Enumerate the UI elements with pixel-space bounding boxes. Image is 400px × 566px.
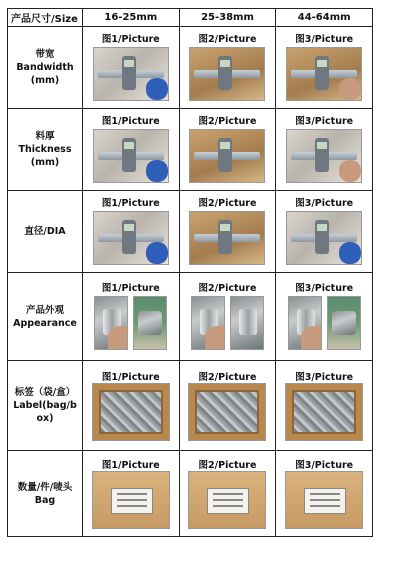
picture-cell <box>276 27 373 109</box>
picture-cell <box>83 451 180 537</box>
row-bandwidth <box>8 27 373 109</box>
row-appearance <box>8 273 373 361</box>
picture-cell <box>179 273 276 361</box>
label-en-cont: ox) <box>36 413 54 424</box>
picture-cell <box>276 451 373 537</box>
box-photo <box>188 383 266 441</box>
bag-photo <box>188 471 266 529</box>
row-label-box <box>8 361 373 451</box>
picture-cell <box>83 109 180 191</box>
label-en: Thickness <box>18 144 72 155</box>
spec-table <box>7 8 373 537</box>
header-size-1: 16-25mm <box>83 9 180 27</box>
picture-cell <box>276 109 373 191</box>
picture-caption: 图2/Picture <box>198 34 257 45</box>
row-label <box>8 451 83 537</box>
picture-caption: 图1/Picture <box>101 372 160 383</box>
row-label <box>8 191 83 273</box>
caliper-photo <box>286 129 362 183</box>
label-unit: (mm) <box>30 157 60 168</box>
picture-caption: 图3/Picture <box>295 372 354 383</box>
picture-caption: 图2/Picture <box>198 460 257 471</box>
label-en: Bandwidth <box>16 62 74 73</box>
picture-cell <box>276 273 373 361</box>
clamp-photo <box>94 296 128 350</box>
picture-caption: 图1/Picture <box>101 283 160 294</box>
picture-cell <box>83 273 180 361</box>
row-label <box>8 361 83 451</box>
row-label <box>8 109 83 191</box>
bag-photo <box>92 471 170 529</box>
picture-cell <box>179 109 276 191</box>
picture-caption: 图3/Picture <box>295 34 354 45</box>
bag-photo <box>285 471 363 529</box>
clamp-photo <box>133 296 167 350</box>
label-cn: 数量/件/唛头 <box>17 481 73 493</box>
label-cn: 标签（袋/盒） <box>14 387 76 398</box>
caliper-photo <box>93 211 169 265</box>
label-cn: 料厚 <box>35 131 55 142</box>
header-size-3: 44-64mm <box>276 9 373 27</box>
picture-caption: 图3/Picture <box>295 460 354 471</box>
caliper-photo <box>286 211 362 265</box>
picture-caption: 图3/Picture <box>295 116 354 127</box>
caliper-photo <box>286 47 362 101</box>
picture-caption: 图1/Picture <box>101 34 160 45</box>
picture-caption: 图3/Picture <box>295 198 354 209</box>
label-unit: (mm) <box>30 75 60 86</box>
box-photo <box>92 383 170 441</box>
picture-cell <box>276 191 373 273</box>
picture-cell <box>179 451 276 537</box>
row-label <box>8 27 83 109</box>
row-bag <box>8 451 373 537</box>
picture-caption: 图1/Picture <box>101 116 160 127</box>
caliper-photo <box>189 129 265 183</box>
row-diameter <box>8 191 373 273</box>
caliper-photo <box>189 47 265 101</box>
caliper-photo <box>93 129 169 183</box>
picture-caption: 图1/Picture <box>101 460 160 471</box>
box-photo <box>285 383 363 441</box>
clamp-photo <box>230 296 264 350</box>
header-row <box>8 9 373 27</box>
picture-cell <box>179 361 276 451</box>
clamp-photo <box>327 296 361 350</box>
clamp-photo <box>288 296 322 350</box>
picture-caption: 图2/Picture <box>198 198 257 209</box>
row-label <box>8 273 83 361</box>
picture-cell <box>83 191 180 273</box>
header-size-label: 产品尺寸/Size <box>8 9 83 27</box>
picture-caption: 图1/Picture <box>101 198 160 209</box>
picture-cell <box>179 27 276 109</box>
caliper-photo <box>189 211 265 265</box>
header-size-2: 25-38mm <box>179 9 276 27</box>
picture-cell <box>179 191 276 273</box>
picture-cell <box>276 361 373 451</box>
label-cn: 直径/DIA <box>24 226 66 237</box>
caliper-photo <box>93 47 169 101</box>
picture-caption: 图2/Picture <box>198 116 257 127</box>
label-en: Bag <box>34 494 56 506</box>
row-thickness <box>8 109 373 191</box>
label-en: Label(bag/b <box>13 400 77 411</box>
label-cn: 带宽 <box>35 49 55 60</box>
clamp-photo <box>191 296 225 350</box>
picture-cell <box>83 27 180 109</box>
picture-cell <box>83 361 180 451</box>
picture-caption: 图2/Picture <box>198 372 257 383</box>
picture-caption: 图3/Picture <box>295 283 354 294</box>
label-en: Appearance <box>13 317 77 329</box>
label-cn: 产品外观 <box>25 304 64 316</box>
picture-caption: 图2/Picture <box>198 283 257 294</box>
